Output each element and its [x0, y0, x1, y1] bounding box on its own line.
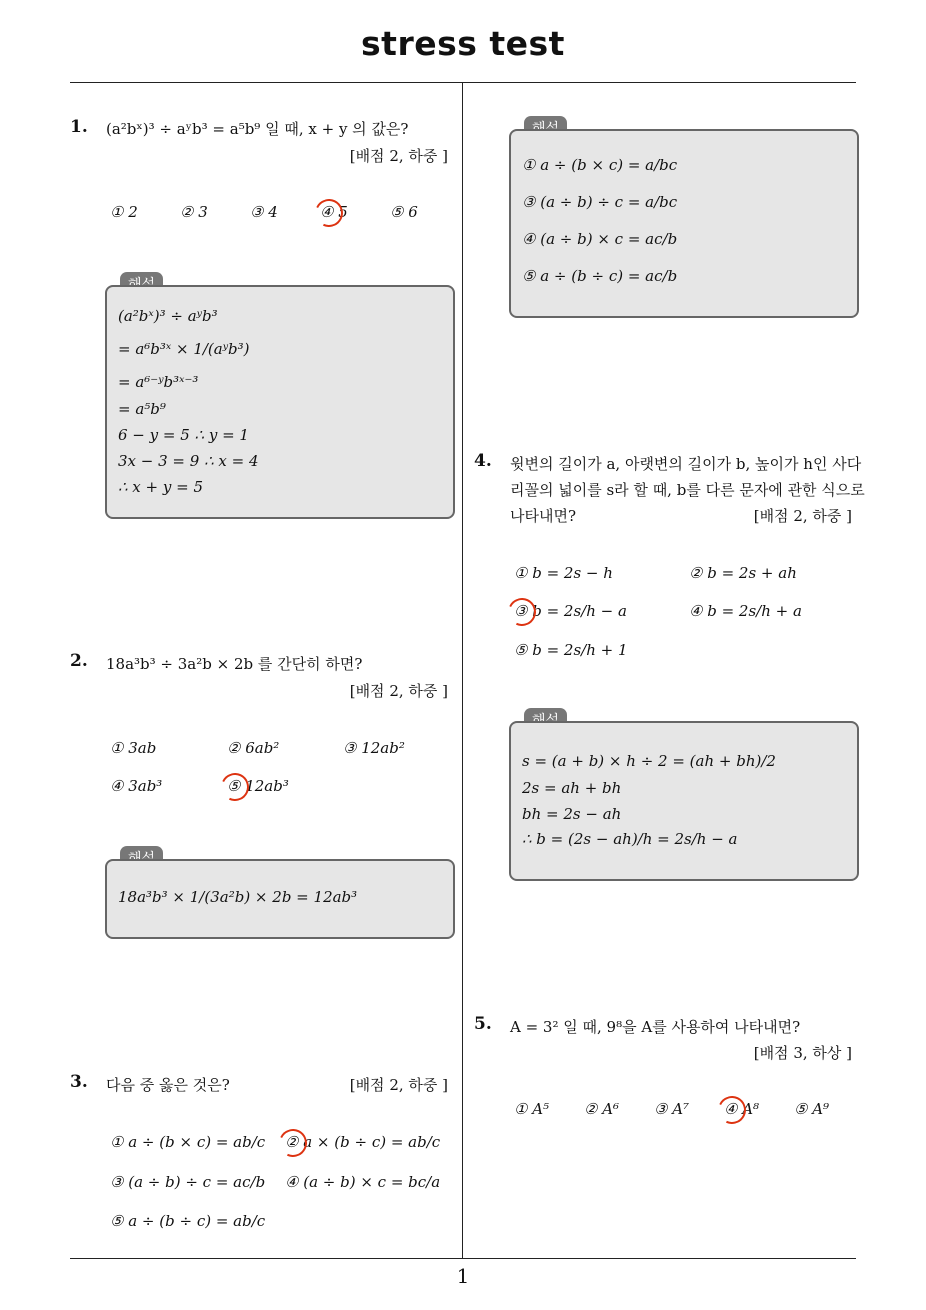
solution-3-line: ⑤ a ÷ (b ÷ c) = ac/b [522, 267, 678, 285]
solution-3-line: ④ (a ÷ b) × c = ac/b [522, 230, 678, 248]
question-5-score: [배점 3, 하상 ] [753, 1044, 852, 1062]
question-2-option-2[interactable]: ② 6ab² [227, 739, 280, 757]
question-2-option-1[interactable]: ① 3ab [110, 739, 157, 757]
question-4-option-5[interactable]: ⑤ b = 2s/h + 1 [514, 641, 628, 659]
question-3-option-1[interactable]: ① a ÷ (b × c) = ab/c [110, 1133, 266, 1151]
question-5-text: A = 3² 일 때, 9⁸을 A를 사용하여 나타내면? [510, 1018, 801, 1036]
question-4-option-4[interactable]: ④ b = 2s/h + a [689, 602, 802, 620]
question-5-option-3[interactable]: ③ A⁷ [654, 1100, 690, 1118]
question-1-option-3[interactable]: ③ 4 [250, 203, 278, 221]
question-4-option-2[interactable]: ② b = 2s + ah [689, 564, 797, 582]
solution-2-line: 18a³b³ × 1/(3a²b) × 2b = 12ab³ [118, 888, 358, 906]
question-2-option-5[interactable]: ⑤ 12ab³ [227, 777, 289, 795]
solution-4-line: s = (a + b) × h ÷ 2 = (ah + bh)/2 [522, 752, 776, 770]
answer-mark-icon [275, 1125, 311, 1161]
question-3-option-3[interactable]: ③ (a ÷ b) ÷ c = ac/b [110, 1173, 266, 1191]
answer-mark-icon [504, 594, 540, 630]
question-5-option-1[interactable]: ① A⁵ [514, 1100, 550, 1118]
solution-4-line: ∴ b = (2s − ah)/h = 2s/h − a [522, 830, 738, 848]
solution-1-line: = a⁶⁻ʸb³ˣ⁻³ [118, 373, 199, 391]
solution-1-line: ∴ x + y = 5 [118, 478, 203, 496]
question-2-option-4[interactable]: ④ 3ab³ [110, 777, 163, 795]
page-number: 1 [456, 1264, 470, 1288]
solution-4-box [509, 721, 859, 881]
question-3-text: 다음 중 옳은 것은? [106, 1076, 230, 1094]
question-5-option-4[interactable]: ④ A⁸ [724, 1100, 760, 1118]
question-1-number: 1. [70, 117, 88, 137]
question-1-option-2[interactable]: ② 3 [180, 203, 208, 221]
solution-3-line: ③ (a ÷ b) ÷ c = a/bc [522, 193, 678, 211]
solution-1-line: = a⁶b³ˣ × 1/(aʸb³) [118, 340, 250, 358]
question-4-option-1[interactable]: ① b = 2s − h [514, 564, 613, 582]
question-1-score: [배점 2, 하중 ] [349, 147, 448, 165]
answer-mark-icon [714, 1092, 750, 1128]
question-4-text-line: 윗변의 길이가 a, 아랫변의 길이가 b, 높이가 h인 사다 [510, 455, 862, 473]
question-4-number: 4. [474, 451, 492, 471]
solution-3-line: ① a ÷ (b × c) = a/bc [522, 156, 678, 174]
question-5-option-2[interactable]: ② A⁶ [584, 1100, 620, 1118]
question-2-score: [배점 2, 하중 ] [349, 682, 448, 700]
page-title: stress test [361, 24, 565, 63]
question-2-option-3[interactable]: ③ 12ab² [343, 739, 405, 757]
question-3-option-4[interactable]: ④ (a ÷ b) × c = bc/a [285, 1173, 441, 1191]
question-3-score: [배점 2, 하중 ] [349, 1076, 448, 1094]
question-1-text: (a²bˣ)³ ÷ aʸb³ = a⁵b⁹ 일 때, x + y 의 값은? [106, 120, 409, 138]
answer-mark-icon [217, 769, 253, 805]
answer-mark-icon [311, 195, 347, 231]
header-rule [70, 82, 856, 83]
question-1-option-4[interactable]: ④ 5 [320, 203, 348, 221]
question-5-number: 5. [474, 1014, 492, 1034]
question-3-option-5[interactable]: ⑤ a ÷ (b ÷ c) = ab/c [110, 1212, 266, 1230]
footer-rule [70, 1258, 856, 1259]
question-4-text-line: 리꼴의 넓이를 s라 할 때, b를 다른 문자에 관한 식으로 [510, 481, 865, 499]
solution-4-line: 2s = ah + bh [522, 779, 622, 797]
question-3-option-2[interactable]: ② a × (b ÷ c) = ab/c [285, 1133, 441, 1151]
question-5-option-5[interactable]: ⑤ A⁹ [794, 1100, 830, 1118]
solution-1-line: 3x − 3 = 9 ∴ x = 4 [118, 452, 259, 470]
question-4-text-line: 나타내면? [510, 507, 577, 525]
question-4-option-3[interactable]: ③ b = 2s/h − a [514, 602, 627, 620]
question-1-option-5[interactable]: ⑤ 6 [390, 203, 418, 221]
question-2-text: 18a³b³ ÷ 3a²b × 2b 를 간단히 하면? [106, 655, 363, 673]
question-1-option-1[interactable]: ① 2 [110, 203, 138, 221]
column-divider [462, 83, 463, 1259]
question-2-number: 2. [70, 651, 88, 671]
question-4-score: [배점 2, 하중 ] [753, 507, 852, 525]
solution-1-line: = a⁵b⁹ [118, 400, 166, 418]
solution-4-line: bh = 2s − ah [522, 805, 622, 823]
solution-1-line: 6 − y = 5 ∴ y = 1 [118, 426, 249, 444]
question-3-number: 3. [70, 1072, 88, 1092]
solution-1-line: (a²bˣ)³ ÷ aʸb³ [118, 307, 218, 325]
